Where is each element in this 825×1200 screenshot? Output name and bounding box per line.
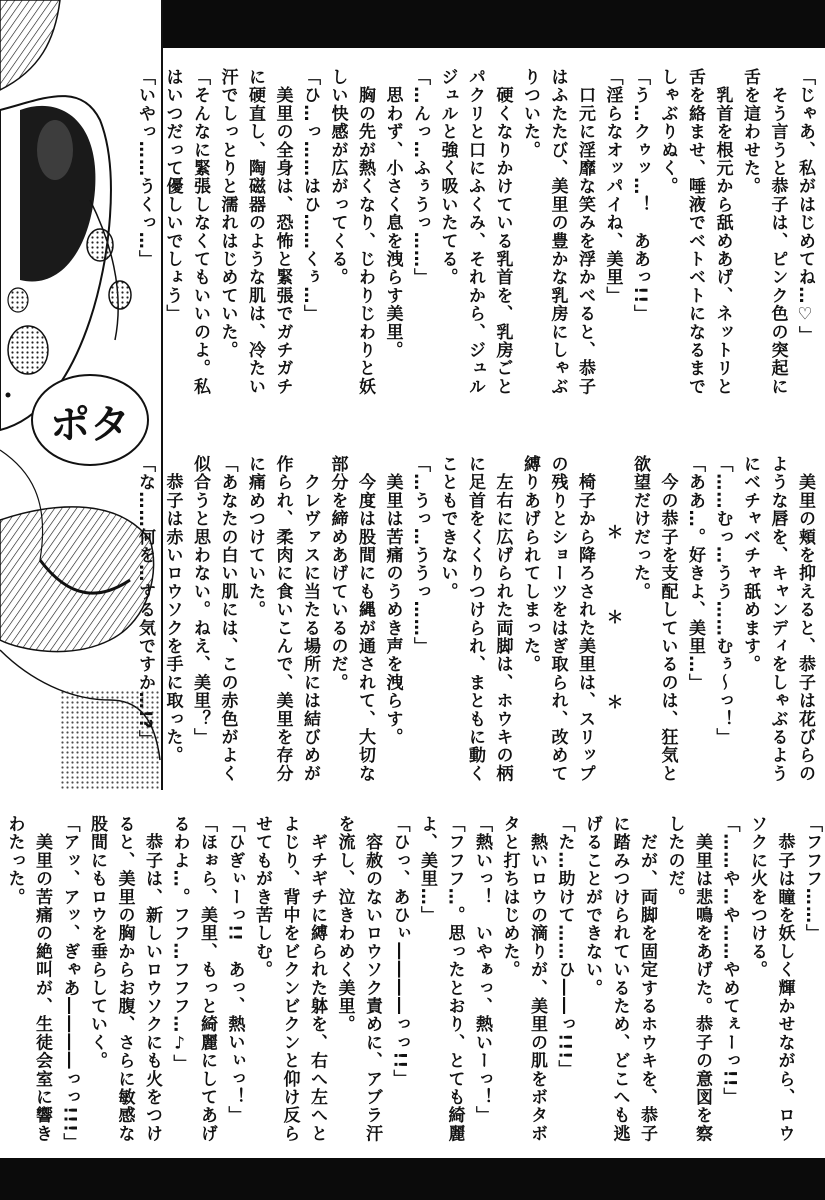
text-line: に踏みつけられているため、どこへも逃 bbox=[609, 815, 630, 1143]
text-line: に足首をくくりつけられ、まともに動く bbox=[465, 455, 485, 783]
text-line: 思わず、小さく息を洩らす美里。 bbox=[382, 68, 403, 360]
text-line: に痛めつけていた。 bbox=[245, 455, 265, 619]
text-line: ると、美里の胸からお腹、さらに敏感な bbox=[114, 815, 135, 1143]
text-column-middle bbox=[135, 455, 818, 783]
text-line: 椅子から降ろされた美里は、スリップ bbox=[575, 455, 595, 783]
text-line: したのだ。 bbox=[664, 815, 685, 906]
text-line: 今度は股間にも縄が通されて、大切な bbox=[355, 455, 375, 783]
text-line: 「た…助けて……ひ――っ!!!」 bbox=[554, 815, 575, 1079]
text-line: 今の恭子を支配しているのは、狂気と bbox=[657, 455, 678, 783]
text-line: りついた。 bbox=[520, 68, 540, 159]
text-line: 「熱いっ！ いやぁっ、熱いーっ！」 bbox=[472, 815, 492, 1125]
text-line: 部分を締めあげているのだ。 bbox=[327, 455, 348, 692]
text-line: 胸の先が熱くなり、じわりじわりと妖 bbox=[355, 68, 375, 396]
text-line: ような唇を、キャンディをしゃぶるよう bbox=[767, 455, 788, 783]
bottom-black-bar bbox=[0, 1158, 825, 1200]
text-line: 容赦のないロウソク責めに、アブラ汗 bbox=[362, 815, 382, 1143]
text-line: 熱いロウの滴りが、美里の肌をボタボ bbox=[527, 815, 547, 1143]
text-line: 欲望だけだった。 bbox=[630, 455, 650, 601]
text-line: 「う…クゥッ…！ ああっ!!」 bbox=[630, 68, 650, 323]
text-line: しゃぶりぬく。 bbox=[657, 68, 678, 196]
text-line: 「じゃあ、私がはじめてね…♡」 bbox=[795, 68, 815, 344]
text-column-top bbox=[135, 68, 818, 458]
text-line: 「ひっ、あひぃ――――っっ!!」 bbox=[389, 815, 410, 1088]
text-line: 恭子は瞳を妖しく輝かせながら、ロウ bbox=[774, 815, 795, 1143]
text-line: よ、美里…」 bbox=[417, 815, 437, 925]
text-line: 美里の苦痛の絶叫が、生徒会室に響き bbox=[32, 815, 52, 1143]
text-line: 「あなたの白い肌には、この赤色がよく bbox=[217, 455, 238, 783]
scene-break: ＊ ＊ ＊ bbox=[602, 455, 623, 710]
text-line: 口元に淫靡な笑みを浮かべると、恭子 bbox=[575, 68, 595, 396]
text-line: 「ひ…っ……はひ……くぅ…」 bbox=[300, 68, 320, 323]
text-line: 「…うっ…ううっ……」 bbox=[410, 455, 430, 656]
text-line: 「淫らなオッパイね、美里」 bbox=[602, 68, 623, 305]
text-line: 「ああ…。好きよ、美里…」 bbox=[685, 455, 705, 692]
text-line: 「……むっ…うう……むぅ～っ！」 bbox=[712, 455, 733, 747]
text-line: 左右に広げられた両脚は、ホウキの柄 bbox=[492, 455, 513, 783]
text-column-bottom bbox=[0, 815, 825, 1155]
text-line: 汗でしっとりと濡れはじめていた。 bbox=[217, 68, 238, 360]
text-line: ジュルと強く吸いたてる。 bbox=[437, 68, 458, 287]
text-line: 恭子は、新しいロウソクにも火をつけ bbox=[142, 815, 162, 1143]
text-line: 乳首を根元から舐めあげ、ネットリと bbox=[712, 68, 733, 396]
text-line: わたった。 bbox=[4, 815, 25, 906]
text-line: 「アッ、アッ、ぎゃあ――――っっ!!!」 bbox=[59, 815, 80, 1152]
text-line: 硬くなりかけている乳首を、乳房ごと bbox=[492, 68, 513, 396]
text-line: げることができない。 bbox=[582, 815, 602, 997]
text-line: しい快感が広がってくる。 bbox=[327, 68, 348, 287]
text-line: 「……や…や……やめてぇーっ!!」 bbox=[719, 815, 740, 1106]
text-line: 恭子は赤いロウソクを手に取った。 bbox=[162, 455, 183, 765]
top-black-bar bbox=[150, 0, 825, 48]
text-line: を流し、泣きわめく美里。 bbox=[334, 815, 355, 1034]
text-line: 「ひぎぃーっ!! あっ、熱いぃっ！」 bbox=[224, 815, 245, 1125]
text-line: 舌を這わせた。 bbox=[740, 68, 760, 196]
sound-effect-text: ポタ bbox=[50, 402, 130, 448]
text-line: 「フフフ……」 bbox=[802, 815, 822, 943]
text-line: はいつだって優しいでしょう」 bbox=[162, 68, 183, 323]
text-line: 「そんなに緊張しなくてもいいのよ。私 bbox=[190, 68, 210, 396]
text-line: ギチギチに縛られた躰を、右へ左へと bbox=[307, 815, 327, 1143]
text-line: 似合うと思わない。ねえ、美里？」 bbox=[190, 455, 210, 747]
text-line: 「ほぉら、美里、もっと綺麗にしてあげ bbox=[197, 815, 217, 1143]
text-line: 美里の頬を抑えると、恭子は花びらの bbox=[795, 455, 815, 783]
text-line: そう言うと恭子は、ピンク色の突起に bbox=[767, 68, 788, 396]
text-line: ソクに火をつける。 bbox=[747, 815, 767, 979]
text-line: はふたたび、美里の豊かな乳房にしゃぶ bbox=[547, 68, 568, 396]
text-line: 「フフフ…。思ったとおり、とても綺麗 bbox=[444, 815, 465, 1143]
text-line: にベチャベチャ舐めます。 bbox=[740, 455, 760, 674]
text-line: タと打ちはじめた。 bbox=[499, 815, 520, 979]
text-line: クレヴァスに当たる場所には結びめが bbox=[300, 455, 320, 783]
text-line: 縛りあげられてしまった。 bbox=[520, 455, 540, 674]
text-line: に硬直し、陶磁器のような肌は、冷たい bbox=[245, 68, 265, 396]
text-line: 美里は苦痛のうめき声を洩らす。 bbox=[382, 455, 403, 747]
text-line: せてもがき苦しむ。 bbox=[252, 815, 272, 979]
text-line: パクリと口にふくみ、それから、ジュル bbox=[465, 68, 485, 396]
text-line: るわよ…。フフ…フフフ…♪」 bbox=[169, 815, 190, 1073]
text-line: 作られ、柔肉に食いこんで、美里を存分 bbox=[272, 455, 293, 783]
text-line: よじり、背中をビクンビクンと仰け反ら bbox=[279, 815, 300, 1143]
text-line: 舌を絡ませ、唾液でベトベトになるまで bbox=[685, 68, 705, 396]
text-line: の残りとショーツをはぎ取られ、改めて bbox=[547, 455, 568, 783]
text-line: 股間にもロウを垂らしていく。 bbox=[87, 815, 107, 1070]
text-line: 「いやっ……うくっ…」 bbox=[135, 68, 155, 269]
text-line: 美里の全身は、恐怖と緊張でガチガチ bbox=[272, 68, 293, 396]
text-line: こともできない。 bbox=[437, 455, 458, 601]
text-line: 「な……何を…する気ですか…!?」 bbox=[135, 455, 155, 749]
text-line: だが、両脚を固定するホウキを、恭子 bbox=[637, 815, 657, 1143]
text-line: 美里は悲鳴をあげた。恭子の意図を察 bbox=[692, 815, 712, 1143]
text-line: 「…んっ…ふぅうっ……」 bbox=[410, 68, 430, 287]
